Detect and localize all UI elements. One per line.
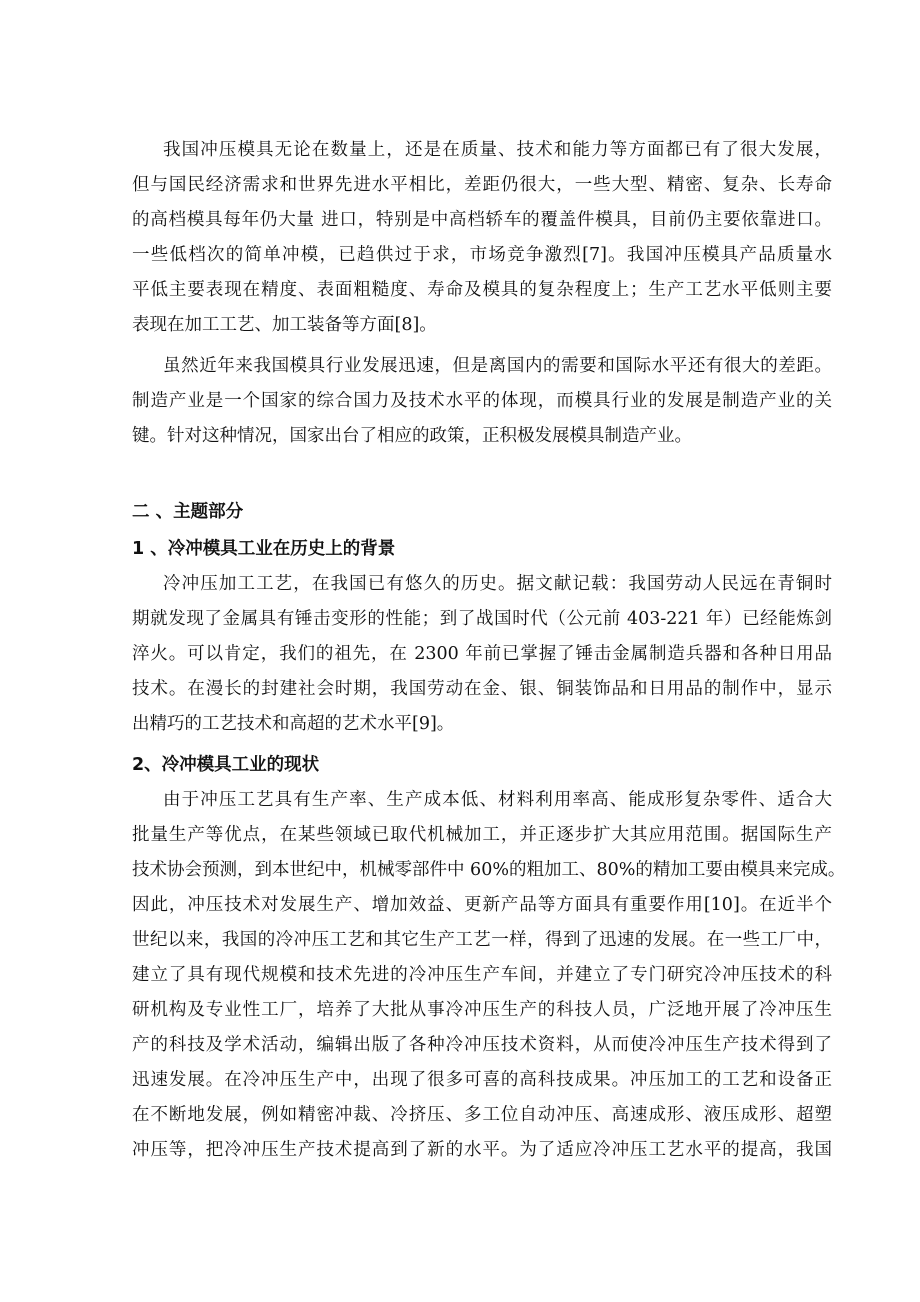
paragraph-3-line-5: 出精巧的工艺技术和高超的艺术水平[9]。 [132, 714, 455, 734]
section-heading-main: 二 、主题部分 [132, 502, 244, 522]
paragraph-4-line-10: 在不断地发展，例如精密冲裁、冷挤压、多工位自动冲压、高速成形、液压成形、超塑 [132, 1105, 832, 1125]
paragraph-4-line-8: 产的科技及学术活动，编辑出版了各种冷冲压技术资料，从而使冷冲压生产技术得到了 [132, 1035, 832, 1055]
paragraph-2-line-3: 键。针对这种情况，国家出台了相应的政策，正积极发展模具制造产业。 [132, 426, 692, 446]
paragraph-3-line-1: 冷冲压加工工艺，在我国已有悠久的历史。据文献记载：我国劳动人民远在青铜时 [163, 574, 832, 594]
paragraph-3-line-2: 期就发现了金属具有锤击变形的性能；到了战国时代（公元前 403-221 年）已经能炼剑 [132, 609, 832, 629]
paragraph-4-line-7: 研机构及专业性工厂，培养了大批从事冷冲压生产的科技人员，广泛地开展了冷冲压生 [132, 1000, 832, 1020]
section-heading-2: 2、冷冲模具工业的现状 [132, 755, 320, 775]
paragraph-1-line-4: 一些低档次的简单冲模，已趋供过于求，市场竞争激烈[7]。我国冲压模具产品质量水 [132, 245, 832, 265]
paragraph-4-line-4: 因此，冲压技术对发展生产、增加效益、更新产品等方面具有重要作用[10]。在近半个 [132, 895, 832, 915]
paragraph-4-line-9: 迅速发展。在冷冲压生产中，出现了很多可喜的高科技成果。冲压加工的工艺和设备正 [132, 1070, 832, 1090]
paragraph-1-line-3: 的高档模具每年仍大量 进口，特别是中高档轿车的覆盖件模具，目前仍主要依靠进口。 [132, 210, 832, 230]
paragraph-3-line-4: 技术。在漫长的封建社会时期，我国劳动在金、银、铜装饰品和日用品的制作中，显示 [132, 679, 832, 699]
paragraph-4-line-5: 世纪以来，我国的冷冲压工艺和其它生产工艺一样，得到了迅速的发展。在一些工厂中， [132, 930, 832, 950]
paragraph-2-line-2: 制造产业是一个国家的综合国力及技术水平的体现，而模具行业的发展是制造产业的关 [132, 391, 832, 411]
section-heading-1: 1 、冷冲模具工业在历史上的背景 [132, 539, 396, 559]
paragraph-4-line-2: 批量生产等优点，在某些领域已取代机械加工，并正逐步扩大其应用范围。据国际生产 [132, 825, 832, 845]
paragraph-3-line-3: 淬火。可以肯定，我们的祖先，在 2300 年前已掌握了锤击金属制造兵器和各种日用品 [132, 644, 832, 664]
paragraph-1-line-2: 但与国民经济需求和世界先进水平相比，差距仍很大，一些大型、精密、复杂、长寿命 [132, 175, 832, 195]
paragraph-1-line-6: 表现在加工工艺、加工装备等方面[8]。 [132, 315, 437, 335]
paragraph-4-line-11: 冲压等，把冷冲压生产技术提高到了新的水平。为了适应冷冲压工艺水平的提高，我国 [132, 1140, 832, 1160]
paragraph-2-line-1: 虽然近年来我国模具行业发展迅速，但是离国内的需要和国际水平还有很大的差距。 [163, 356, 832, 376]
paragraph-4-line-3: 技术协会预测，到本世纪中，机械零部件中 60%的粗加工、80%的精加工要由模具来完成。 [132, 860, 846, 880]
paragraph-1-line-1: 我国冲压模具无论在数量上，还是在质量、技术和能力等方面都已有了很大发展， [163, 140, 832, 160]
paragraph-4-line-1: 由于冲压工艺具有生产率、生产成本低、材料利用率高、能成形复杂零件、适合大 [163, 790, 832, 810]
paragraph-4-line-6: 建立了具有现代规模和技术先进的冷冲压生产车间，并建立了专门研究冷冲压技术的科 [132, 965, 832, 985]
paragraph-1-line-5: 平低主要表现在精度、表面粗糙度、寿命及模具的复杂程度上；生产工艺水平低则主要 [132, 280, 832, 300]
